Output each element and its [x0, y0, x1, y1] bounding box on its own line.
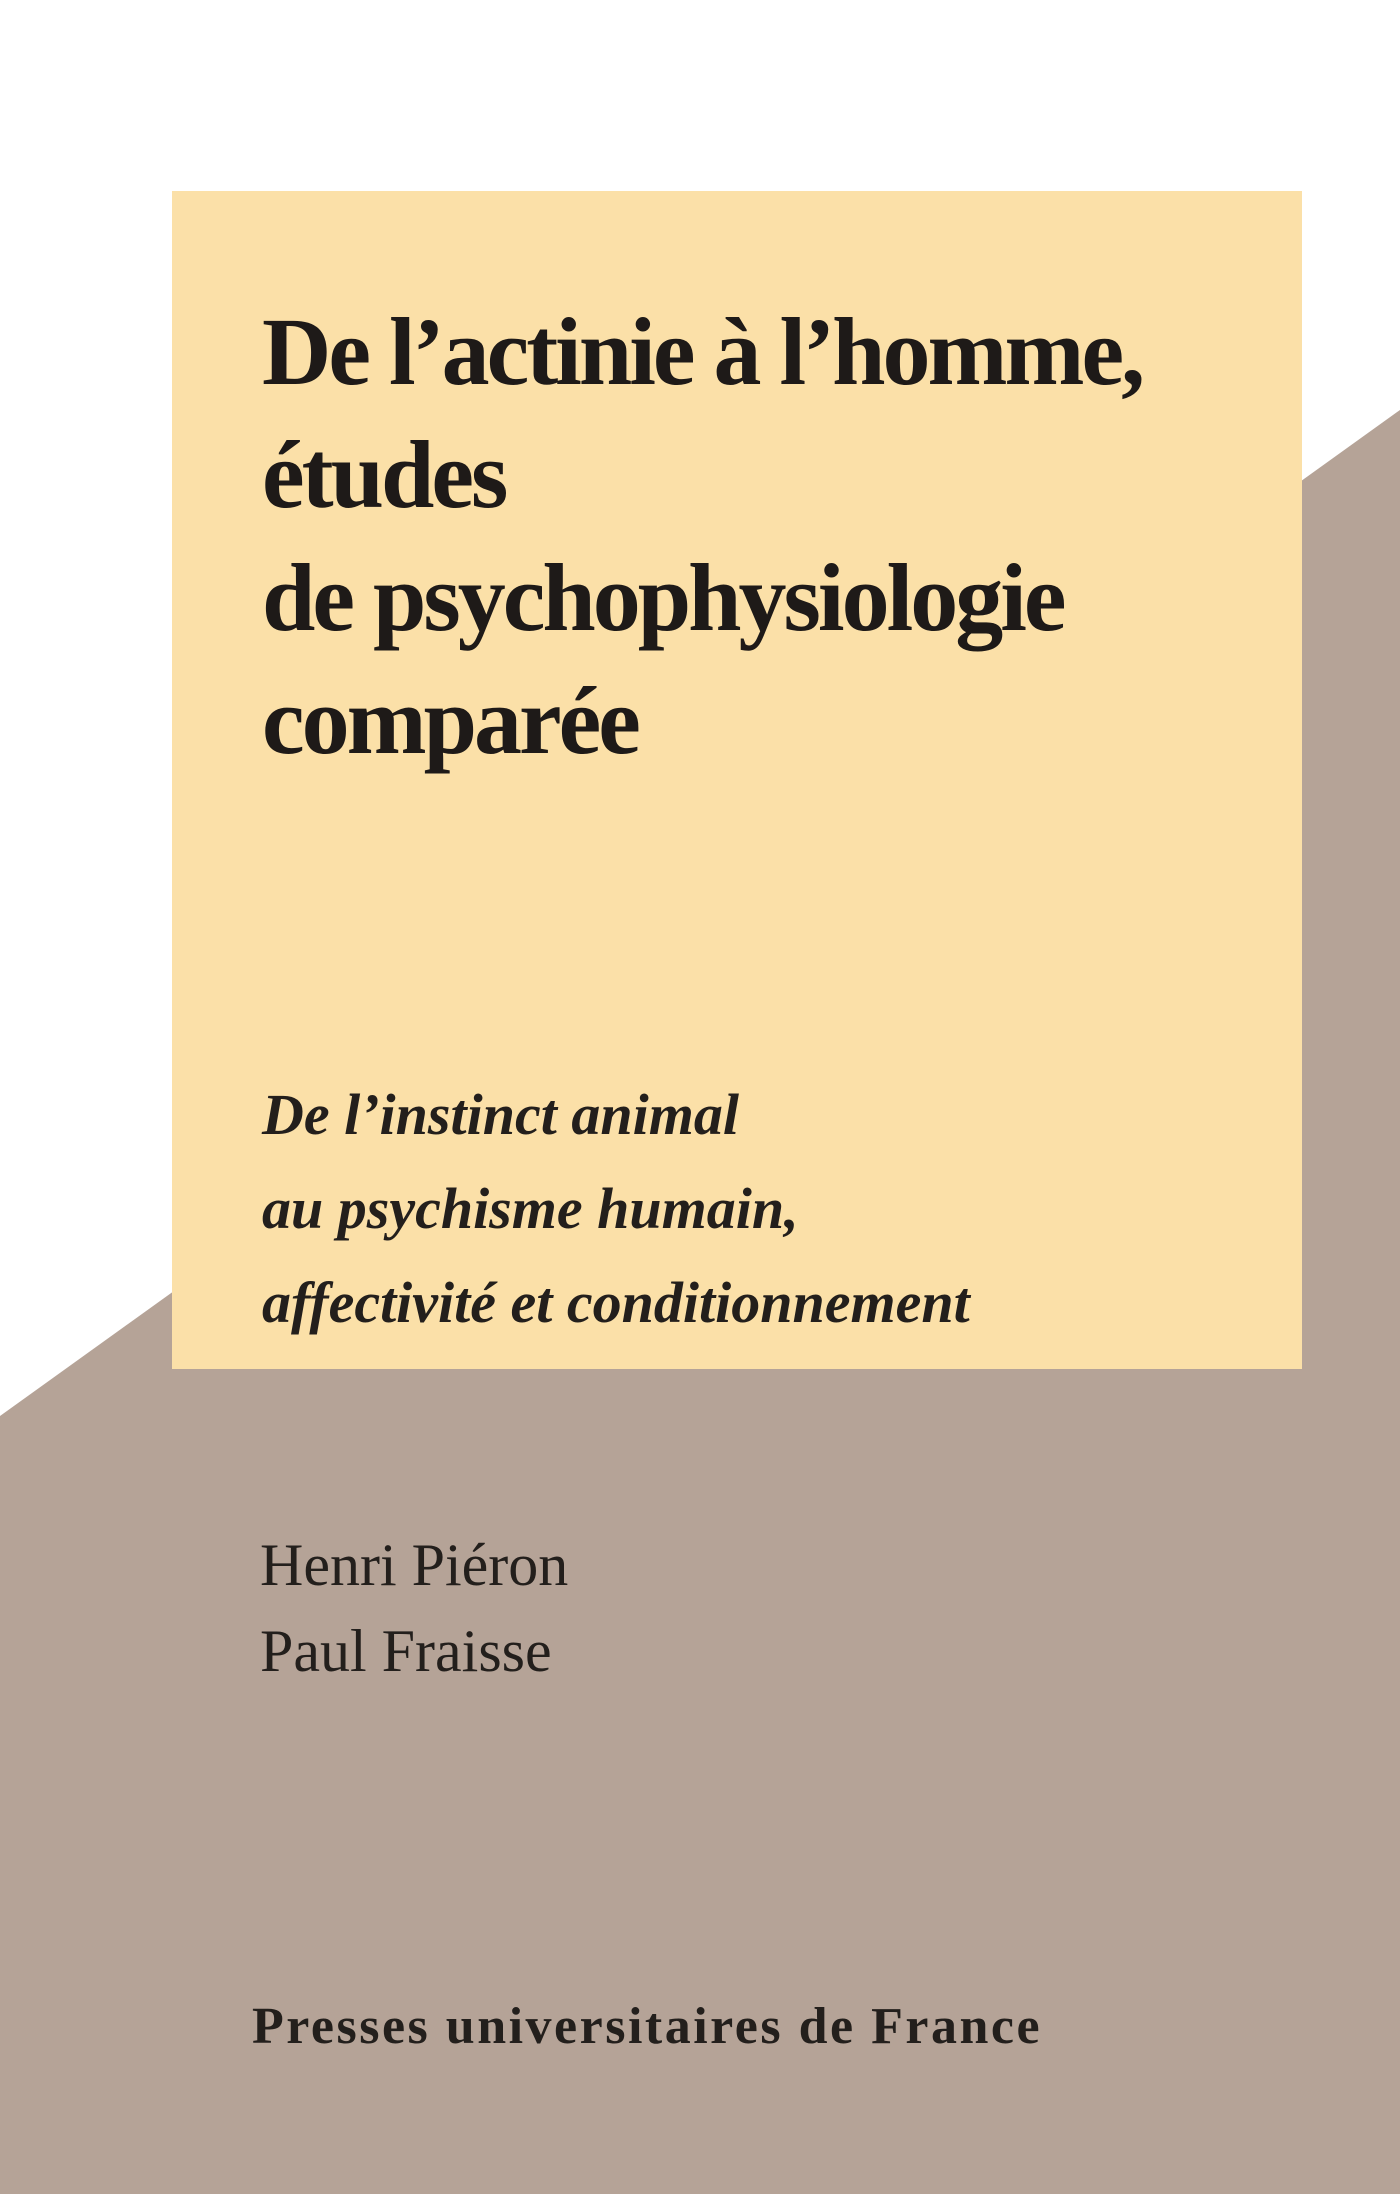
title-line: études: [262, 421, 506, 528]
author-name: Paul Fraisse: [260, 1618, 552, 1684]
author-list: [260, 1522, 1160, 1694]
title-line: De l’actinie à l’homme,: [262, 298, 1143, 405]
title-line: de psychophysiologie: [262, 544, 1064, 651]
subtitle-line: au psychisme humain,: [262, 1176, 799, 1241]
book-title: [262, 290, 1262, 782]
subtitle-line: De l’instinct animal: [262, 1082, 739, 1147]
book-subtitle: [262, 1068, 1262, 1350]
title-line: comparée: [262, 667, 638, 774]
publisher-name: Presses universitaires de France: [252, 1998, 1043, 2055]
author-name: Henri Piéron: [260, 1532, 569, 1598]
subtitle-line: affectivité et conditionnement: [262, 1270, 970, 1335]
